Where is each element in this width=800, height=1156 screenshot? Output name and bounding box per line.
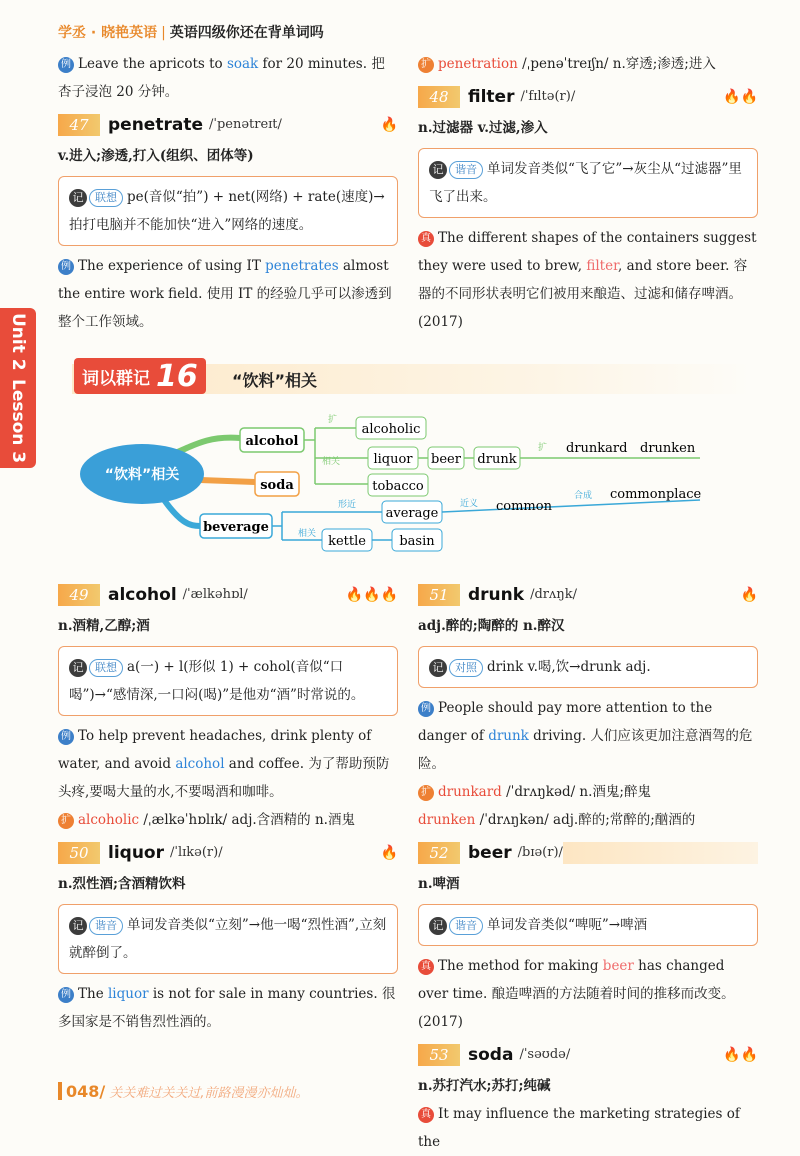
group-number: 16 bbox=[156, 358, 198, 394]
node-tobacco: tobacco bbox=[372, 479, 424, 494]
phonetic: /ˈfɪltə(r)/ bbox=[520, 89, 576, 104]
extension-drunken: drunken /ˈdrʌŋkən/ adj.醉的;常醉的;酗酒的 bbox=[418, 812, 696, 828]
entry-head-alcohol bbox=[58, 580, 398, 610]
center-label: “饮料”相关 bbox=[104, 467, 180, 483]
node-average: average bbox=[385, 506, 439, 521]
memo-tag: 对照 bbox=[449, 659, 483, 677]
word-mindmap bbox=[60, 402, 750, 560]
headword: beer bbox=[468, 843, 512, 863]
entry-number: 48 bbox=[418, 86, 460, 108]
entry-number: 47 bbox=[58, 114, 100, 136]
frequency-flame-icon: 🔥🔥 bbox=[723, 89, 758, 105]
entry-number: 51 bbox=[418, 584, 460, 606]
headword: drunk bbox=[468, 585, 525, 605]
phonetic: /ˈlɪkə(r)/ bbox=[170, 845, 223, 860]
label-ext-2: 扩 bbox=[538, 443, 548, 453]
exam-icon: 真 bbox=[418, 1107, 434, 1123]
group-subtitle: “饮料”相关 bbox=[232, 371, 318, 390]
memory-tip-box: 记 对照 drink v.喝,饮→drunk adj. bbox=[418, 646, 758, 688]
memo-tag: 谐音 bbox=[89, 917, 123, 935]
lesson-label: Lesson 3 bbox=[8, 378, 28, 463]
book-title: 英语四级你还在背单词吗 bbox=[169, 25, 324, 41]
brand-name: 学丞 · 晓艳英语 bbox=[58, 25, 158, 41]
page-number: 048/ bbox=[66, 1082, 106, 1101]
example-sentence: 例 People should pay more attention to the danger of drunk driving. 人们应该更加注意酒驾的危险。 bbox=[418, 700, 753, 772]
unit-label: Unit 2 bbox=[8, 313, 28, 371]
headword: filter bbox=[468, 87, 515, 107]
right-top-column bbox=[418, 50, 758, 336]
phonetic: /drʌŋk/ bbox=[530, 587, 577, 602]
branch-soda bbox=[200, 480, 255, 482]
exam-icon: 真 bbox=[418, 231, 434, 247]
node-drunkard: drunkard bbox=[566, 441, 628, 456]
extension-penetration: 扩 penetration /ˌpenəˈtreɪʃn/ n.穿透;渗透;进入 bbox=[418, 50, 758, 78]
exam-sentence: 真 The different shapes of the containers suggest they were used to brew, filter, and store beer. 容器的不同形状表明它们被用来酿造、过滤和储存啤酒。(2017) bbox=[418, 230, 757, 330]
frequency-flame-icon: 🔥 bbox=[380, 845, 398, 861]
exam-sentence: 真 It may influence the marketing strategies of the bbox=[418, 1106, 740, 1150]
extension-alcoholic: 扩 alcoholic /ˌælkəˈhɒlɪk/ adj.含酒精的 n.酒鬼 bbox=[58, 806, 398, 834]
node-soda: soda bbox=[260, 478, 294, 493]
node-commonplace: commonplace bbox=[610, 487, 702, 502]
example-icon: 例 bbox=[58, 987, 74, 1003]
definition: n.酒精,乙醇;酒 bbox=[58, 618, 150, 634]
extension-icon: 扩 bbox=[58, 813, 74, 829]
frequency-flame-icon: 🔥🔥 bbox=[723, 1047, 758, 1063]
node-liquor: liquor bbox=[373, 452, 413, 467]
memo-icon: 记 bbox=[429, 917, 447, 935]
phonetic: /ˈpenətreɪt/ bbox=[208, 117, 282, 132]
label-ext: 扩 bbox=[328, 415, 338, 425]
right-bottom-column bbox=[418, 576, 758, 1156]
node-kettle: kettle bbox=[328, 534, 366, 549]
example-soak: 例 Leave the apricots to soak for 20 minutes. 把杏子浸泡 20 分钟。 bbox=[58, 56, 385, 100]
entry-head-beer bbox=[418, 838, 758, 868]
entry-number: 50 bbox=[58, 842, 100, 864]
entry-head-drunk bbox=[418, 580, 758, 610]
label-compound: 合成 bbox=[574, 491, 593, 501]
extension-icon: 扩 bbox=[418, 785, 434, 801]
memo-icon: 记 bbox=[429, 161, 447, 179]
node-alcoholic: alcoholic bbox=[361, 422, 421, 437]
frequency-flame-icon: 🔥 bbox=[740, 587, 758, 603]
example-icon: 例 bbox=[58, 259, 74, 275]
node-drunk: drunk bbox=[477, 452, 517, 467]
definition: n.苏打汽水;苏打;纯碱 bbox=[418, 1078, 551, 1094]
memo-icon: 记 bbox=[429, 659, 447, 677]
label-shape: 形近 bbox=[338, 500, 357, 510]
memo-icon: 记 bbox=[69, 189, 87, 207]
group-badge: 词以群记 16 bbox=[74, 358, 206, 394]
example-sentence: 例 The experience of using IT penetrates almost the entire work field. 使用 IT 的经验几乎可以渗透到整个工作领域。 bbox=[58, 258, 392, 330]
footer-motto: 关关难过关关过,前路漫漫亦灿灿。 bbox=[109, 1086, 309, 1101]
node-drunken: drunken bbox=[640, 441, 696, 456]
memo-tag: 谐音 bbox=[449, 917, 483, 935]
headword: alcohol bbox=[108, 585, 177, 605]
entry-number: 49 bbox=[58, 584, 100, 606]
entry-head-filter bbox=[418, 82, 758, 112]
frequency-flame-icon: 🔥🔥🔥 bbox=[345, 587, 398, 603]
memo-icon: 记 bbox=[69, 659, 87, 677]
entry-head-penetrate bbox=[58, 110, 398, 140]
entry-head-liquor bbox=[58, 838, 398, 868]
label-related: 相关 bbox=[322, 457, 341, 467]
memory-tip-box: 记 谐音 单词发音类似“飞了它”→灰尘从“过滤器”里飞了出来。 bbox=[418, 148, 758, 218]
label-synonym: 近义 bbox=[460, 499, 479, 509]
node-common: common bbox=[496, 499, 552, 514]
exam-icon: 真 bbox=[418, 959, 434, 975]
phonetic: /ˈælkəhɒl/ bbox=[182, 587, 248, 602]
exam-sentence: 真 The method for making beer has changed over time. 酿造啤酒的方法随着时间的推移而改变。(2017) bbox=[418, 958, 735, 1030]
memory-tip-box: 记 联想 pe(音似“拍”) + net(网络) + rate(速度)→拍打电脑并不能加快“进入”网络的速度。 bbox=[58, 176, 398, 246]
left-bottom-column bbox=[58, 576, 398, 1036]
definition: n.啤酒 bbox=[418, 876, 460, 892]
example-icon: 例 bbox=[418, 701, 434, 717]
definition: n.过滤器 v.过滤,渗入 bbox=[418, 120, 548, 136]
memory-tip-box: 记 谐音 单词发音类似“立刻”→他一喝“烈性酒”,立刻就醉倒了。 bbox=[58, 904, 398, 974]
example-icon: 例 bbox=[58, 57, 74, 73]
phonetic: /bɪə(r)/ bbox=[517, 845, 563, 860]
phonetic: /ˈsəʊdə/ bbox=[519, 1047, 571, 1062]
memo-tag: 谐音 bbox=[449, 161, 483, 179]
node-beer: beer bbox=[431, 452, 461, 467]
entry-head-soda bbox=[418, 1040, 758, 1070]
memo-tag: 联想 bbox=[89, 189, 123, 207]
memory-tip-box: 记 谐音 单词发音类似“啤呃”→啤酒 bbox=[418, 904, 758, 946]
example-sentence: 例 To help prevent headaches, drink plenty of water, and avoid alcohol and coffee. 为了帮助预防头疼,要喝大量的水,不要喝酒和咖啡。 bbox=[58, 728, 390, 800]
definition: n.烈性酒;含酒精饮料 bbox=[58, 876, 186, 892]
example-icon: 例 bbox=[58, 729, 74, 745]
memory-tip-box: 记 联想 a(一) + l(形似 1) + cohol(音似“口喝”)→“感情深,一口闷(喝)”是他劝“酒”时常说的。 bbox=[58, 646, 398, 716]
frequency-flame-icon: 🔥 bbox=[380, 117, 398, 133]
left-top-column bbox=[58, 50, 398, 336]
entry-number: 53 bbox=[418, 1044, 460, 1066]
extension-drunkard: 扩 drunkard /ˈdrʌŋkəd/ n.酒鬼;醉鬼 bbox=[418, 778, 758, 806]
footer-bar bbox=[58, 1082, 62, 1100]
entry-number: 52 bbox=[418, 842, 460, 864]
node-alcohol: alcohol bbox=[245, 434, 299, 449]
memo-icon: 记 bbox=[69, 917, 87, 935]
headword: penetrate bbox=[108, 115, 203, 135]
memo-tag: 联想 bbox=[89, 659, 123, 677]
headword: liquor bbox=[108, 843, 164, 863]
example-sentence: 例 The liquor is not for sale in many countries. 很多国家是不销售烈性酒的。 bbox=[58, 986, 396, 1030]
page-header bbox=[58, 22, 324, 42]
definition: adj.醉的;陶醉的 n.醉汉 bbox=[418, 618, 565, 634]
headword: soda bbox=[468, 1045, 514, 1065]
page-footer bbox=[58, 1082, 309, 1101]
node-basin: basin bbox=[399, 534, 435, 549]
unit-side-tab bbox=[0, 308, 36, 468]
header-separator: | bbox=[161, 25, 166, 41]
label-related-2: 相关 bbox=[298, 529, 317, 539]
node-beverage: beverage bbox=[203, 520, 269, 535]
extension-icon: 扩 bbox=[418, 57, 434, 73]
title-band bbox=[563, 842, 758, 864]
definition: v.进入;渗透,打入(组织、团体等) bbox=[58, 148, 254, 164]
